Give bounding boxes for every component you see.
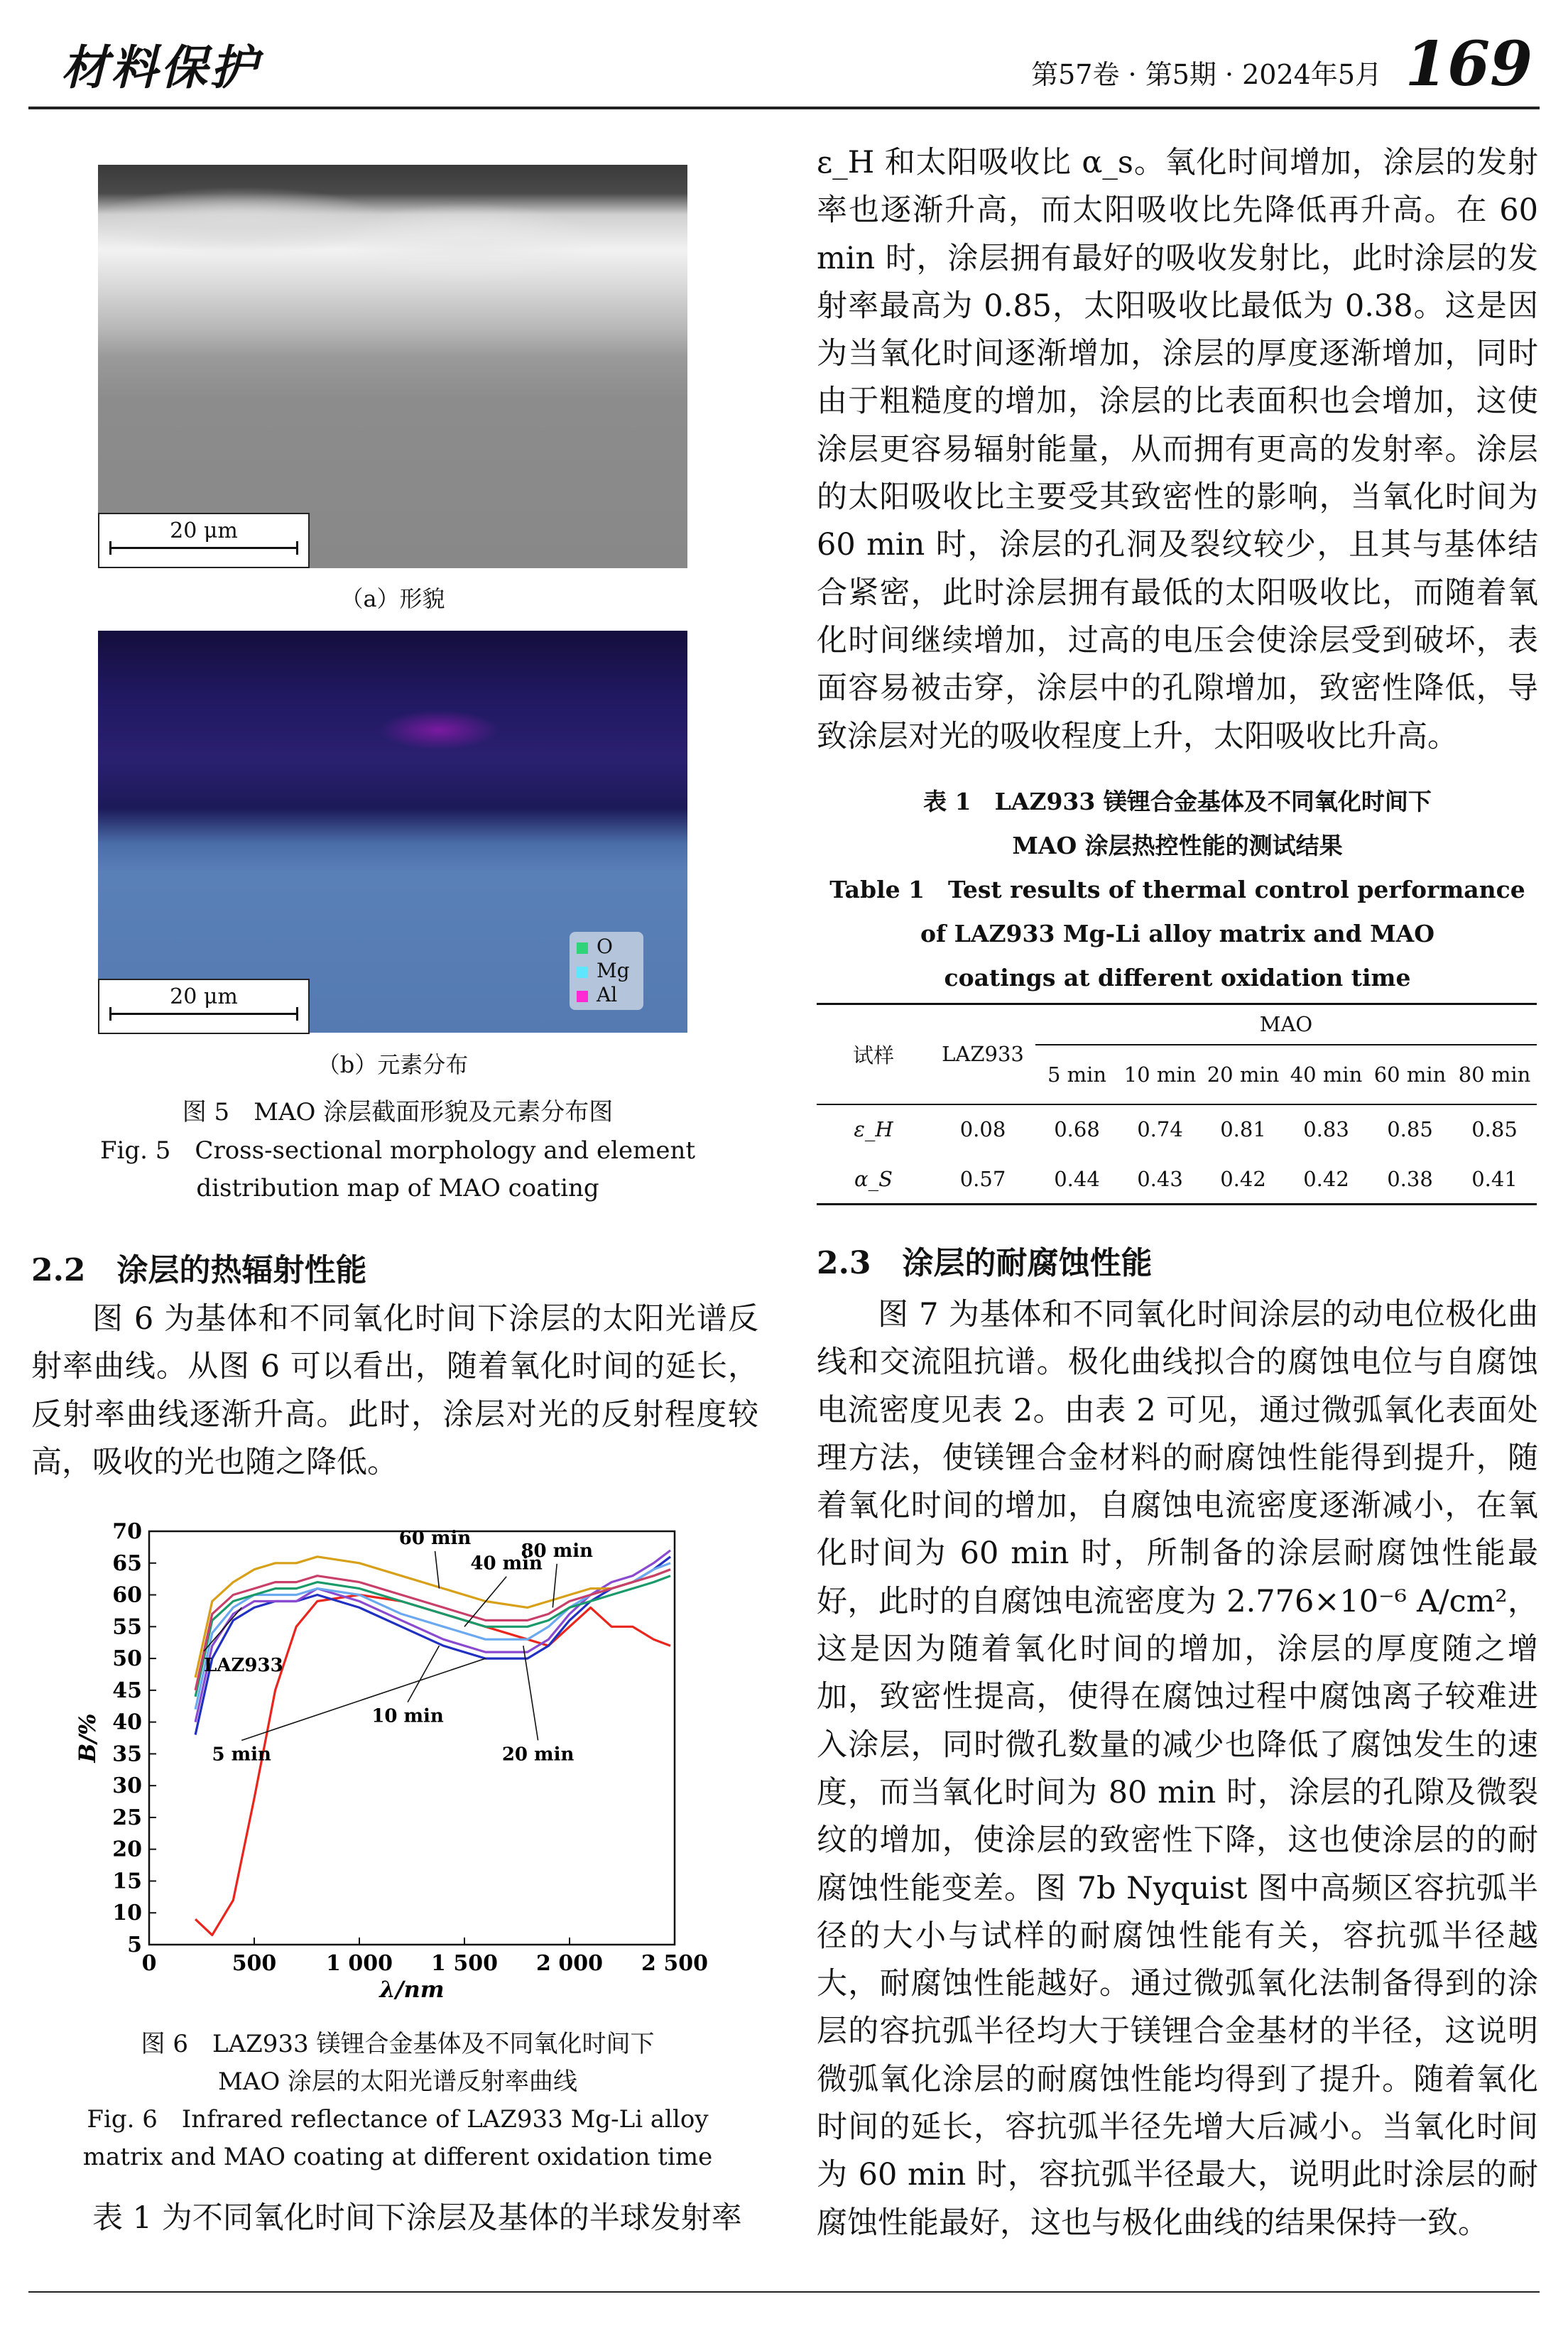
fig5a-scale-bar [98,513,310,568]
table1-title-en1: Table 1 Test results of thermal control performance [829,876,1525,903]
series-leader-line [408,1646,439,1702]
y-tick-label: 30 [112,1773,142,1799]
fig6-caption-en1: Fig. 6 Infrared reflectance of LAZ933 Mg-Li alloy [87,2105,709,2134]
y-tick-label: 70 [112,1519,142,1544]
table-row [817,1154,1537,1204]
y-tick-label: 20 [112,1837,142,1862]
x-tick-label: 1 500 [431,1951,498,1976]
left-bottom-text: 表 1 为不同氧化时间下涂层及基体的半球发射率 [92,2200,742,2236]
table1-cell: 0.38 [1387,1167,1433,1191]
table1-time: 40 min [1290,1063,1363,1087]
fig6-reflectance-chart [74,1511,708,2003]
section-2-3-paragraph: 图 7 为基体和不同氧化时间涂层的动电位极化曲线和交流阻抗谱。极化曲线拟合的腐蚀电位与自腐蚀电流密度见表 2。由表 2 可见，通过微弧氧化表面处理方法，使镁锂合金材料的耐腐蚀性能得到提升，随着氧化时间的增加，自腐蚀电流密度逐渐减小，在氧化时间为 60 min 时，所制备的涂层耐腐蚀性能最好，此时的自腐蚀电流密度为 2.776×10⁻⁶ A/cm²，这是因为随着氧化时间的增加，涂层的厚度随之增加，致密性提高，使得在腐蚀过程中腐蚀离子较难进入涂层，同时微孔数量的减少也降低了腐蚀发生的速度，而当氧化时间为 80 min 时，涂层的孔隙及微裂纹的增加，使涂层的致密性下降，这也使涂层的的耐腐蚀性能变差。图 7b Nyquist 图中高频区容抗弧半径的大小与试样的耐腐蚀性能有关，容抗弧半径越大，耐腐蚀性能越好。通过微弧氧化法制备得到的涂层的容抗弧半径均大于镁锂合金基材的半径，这说明微弧氧化涂层的耐腐蚀性能均得到了提升。随着氧化时间的延长，容抗弧半径先增大后减小。当氧化时间为 60 min 时，容抗弧半径最大，说明此时涂层的耐腐蚀性能最好，这也与极化曲线的结果保持一致。 [817,1297,1538,2241]
x-tick-label: 500 [232,1951,277,1976]
table1-time: 60 min [1373,1063,1447,1087]
table1-cell: 0.43 [1137,1167,1183,1191]
fig5a-morphology-image [98,165,687,568]
table1-title-en3: coatings at different oxidation time [944,964,1411,991]
table1-cell: 0.85 [1387,1117,1433,1141]
table1-title-en2: of LAZ933 Mg-Li alloy matrix and MAO [920,920,1435,947]
table1-cell: 0.57 [959,1167,1006,1191]
page-number: 169 [1405,28,1532,100]
table1-cell: 0.08 [959,1117,1006,1141]
section-2-2-body [31,1295,758,1487]
legend-o: O [577,936,613,957]
series-label: LAZ933 [203,1654,283,1676]
fig5b-caption: （b）元素分布 [317,1051,469,1078]
legend-mg: Mg [577,960,630,982]
section-2-3-body [817,1291,1538,2247]
y-tick-label: 5 [127,1933,142,1957]
table-row [817,1104,1537,1154]
section-2-2-heading: 2.2 涂层的热辐射性能 [31,1252,367,1288]
series-leader-line [435,1551,440,1589]
fig5-caption-cn: 图 5 MAO 涂层截面形貌及元素分布图 [182,1098,614,1126]
table1-time: 5 min [1047,1063,1107,1087]
y-tick-label: 15 [112,1869,142,1894]
series-label: 40 min [470,1553,543,1575]
series-label: 10 min [371,1705,444,1727]
x-tick-label: 2 500 [641,1951,708,1976]
x-tick-label: 0 [141,1951,157,1976]
legend-al: Al [577,984,617,1006]
y-axis-label: B/% [74,1713,101,1763]
header-rule [28,107,1540,109]
fig6-caption-en2: matrix and MAO coating at different oxidation time [82,2143,713,2171]
table1-time: 10 min [1123,1063,1197,1087]
table1-cell: 0.81 [1220,1117,1266,1141]
table1-cell: 0.42 [1220,1167,1266,1191]
fig5-caption-en1: Fig. 5 Cross-sectional morphology and element [99,1136,696,1165]
table1-cell: 0.68 [1054,1117,1100,1141]
fig5b-element-map-image [98,631,687,1033]
series-label: 20 min [501,1744,575,1766]
y-tick-label: 35 [112,1742,142,1767]
y-tick-label: 55 [112,1614,142,1640]
series-leader-line [523,1646,538,1740]
series-leader-line [464,1577,506,1627]
y-tick-label: 40 [112,1710,142,1735]
fig5-caption-en2: distribution map of MAO coating [196,1174,599,1202]
fig5b-scale-label: 20 μm [170,984,238,1009]
right-paragraph-1: ε_H 和太阳吸收比 α_s。氧化时间增加，涂层的发射率也逐渐升高，而太阳吸收比先降低再升高。在 60 min 时，涂层拥有最好的吸收发射比，此时涂层的发射率最高为 0.85，太阳吸收比最低为 0.38。这是因为当氧化时间逐渐增加，涂层的厚度逐渐增加，同时由于粗糙度的增加，涂层的比表面积也会增加，这使涂层更容易辐射能量，从而拥有更高的发射率。涂层的太阳吸收比主要受其致密性的影响，当氧化时间为 60 min 时，涂层的孔洞及裂纹较少，且其与基体结合紧密，此时涂层拥有最低的太阳吸收比，而随着氧化时间继续增加，过高的电压会使涂层受到破坏，表面容易被击穿，涂层中的孔隙增加，致密性降低，导致涂层对光的吸收程度上升，太阳吸收比升高。 [817,145,1538,754]
table1-cell: 0.41 [1471,1167,1518,1191]
x-axis-label: λ/nm [379,1976,445,2003]
right-column-body [817,139,1538,761]
table1-header-mao: MAO [1259,1012,1313,1036]
series-label: 80 min [521,1540,594,1562]
y-tick-label: 60 [112,1582,142,1608]
table1-cell: 0.42 [1303,1167,1349,1191]
table1-time: 80 min [1458,1063,1531,1087]
table1-title-cn2: MAO 涂层热控性能的测试结果 [1012,832,1343,859]
footer-rule [28,2291,1540,2293]
table1 [817,1004,1537,1204]
table1-cell: 0.74 [1137,1117,1183,1141]
series-line-10-min [195,1550,670,1722]
journal-logo: 材料保护 [61,40,260,95]
table1-header-sample: 试样 [852,1043,894,1067]
table1-cell: 0.83 [1303,1117,1349,1141]
x-tick-label: 1 000 [326,1951,393,1976]
x-tick-label: 2 000 [536,1951,603,1976]
table1-time: 20 min [1207,1063,1280,1087]
fig5b-scale-bar [98,979,310,1034]
y-tick-label: 45 [112,1678,142,1703]
series-label: 60 min [398,1527,472,1549]
table1-header-matrix: LAZ933 [942,1042,1024,1066]
y-tick-label: 25 [112,1805,142,1830]
section-2-3-heading: 2.3 涂层的耐腐蚀性能 [817,1245,1153,1281]
series-leader-line [552,1564,557,1608]
table1-cell: 0.44 [1054,1167,1100,1191]
table1-row-label: ε_H [854,1117,893,1141]
issue-info: 第57卷 · 第5期 · 2024年5月 [1031,59,1382,90]
y-tick-label: 10 [112,1901,142,1926]
table1-title [817,780,1538,1000]
table1-row-label: α_S [854,1167,893,1191]
fig5a-scale-label: 20 μm [170,518,238,543]
y-tick-label: 65 [112,1550,142,1576]
section-2-2-paragraph: 图 6 为基体和不同氧化时间下涂层的太阳光谱反射率曲线。从图 6 可以看出，随着氧化时间的延长，反射率曲线逐渐升高。此时，涂层对光的反射程度较高，吸收的光也随之降低。 [31,1301,758,1480]
table1-cell: 0.85 [1471,1117,1518,1141]
fig6-caption-cn1: 图 6 LAZ933 镁锂合金基体及不同氧化时间下 [141,2030,655,2058]
y-tick-label: 50 [112,1646,142,1672]
fig5b-legend [570,932,643,1010]
series-label: 5 min [212,1744,271,1766]
fig6-caption-cn2: MAO 涂层的太阳光谱反射率曲线 [217,2068,578,2096]
fig5a-caption: （a）形貌 [340,585,445,612]
table1-title-cn1: 表 1 LAZ933 镁锂合金基体及不同氧化时间下 [923,788,1432,815]
